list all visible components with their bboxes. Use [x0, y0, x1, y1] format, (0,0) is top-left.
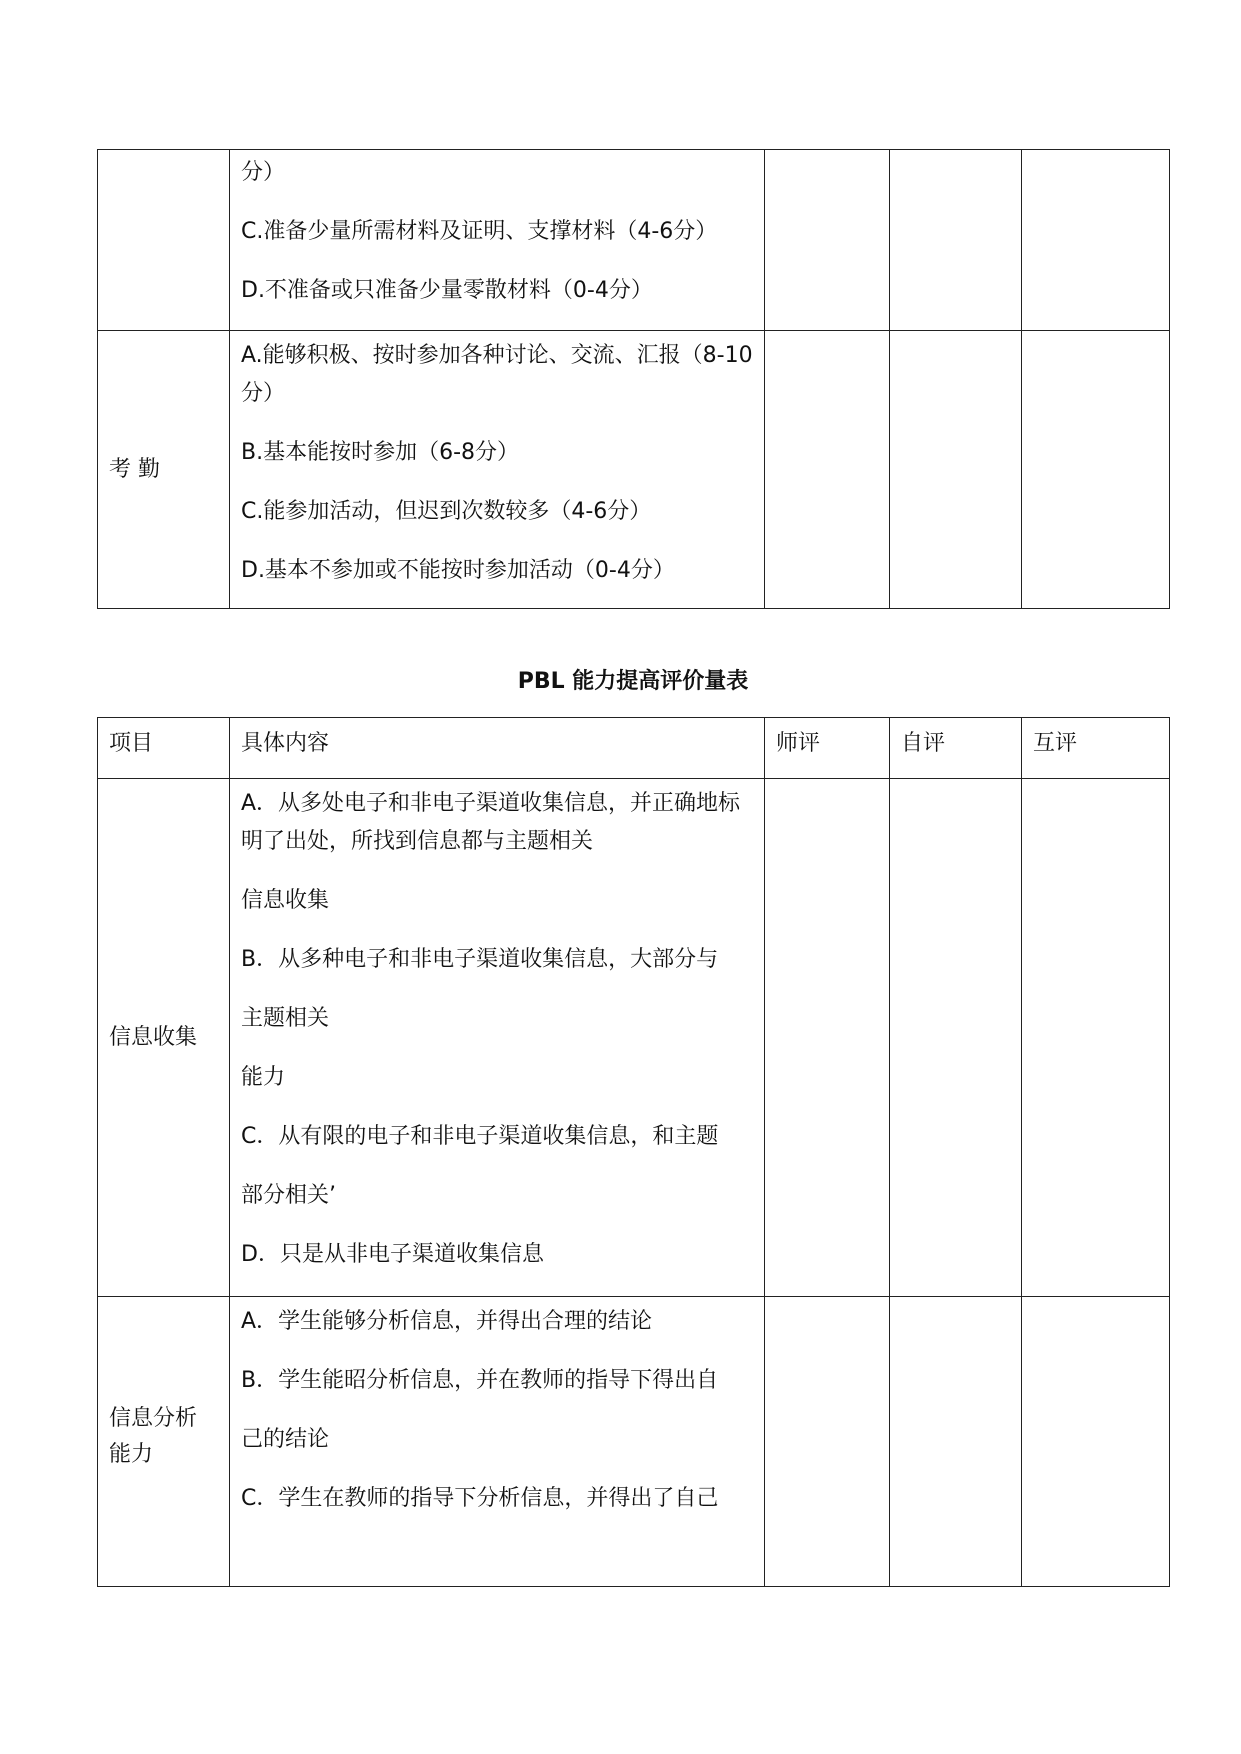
peer-score-cell[interactable]: [1022, 331, 1170, 609]
option-text: A．从多处电子和非电子渠道收集信息，并正确地标明了出处，所找到信息都与主题相关: [241, 791, 741, 854]
item-label-attendance: 考 勤: [109, 456, 160, 482]
item-cell: [98, 779, 230, 1297]
item-label-info-collection: 信息收集: [109, 1024, 198, 1050]
self-score-cell[interactable]: [890, 779, 1022, 1297]
content-cell: [230, 779, 765, 1297]
content-cell: [230, 331, 765, 609]
table-row: [98, 1297, 1170, 1587]
header-peer-eval: 互评: [1022, 718, 1170, 779]
peer-score-cell[interactable]: [1022, 150, 1170, 331]
item-cell: [98, 150, 230, 331]
item-label-info-analysis: 信息分析 能力: [109, 1405, 198, 1467]
option-text: C．从有限的电子和非电子渠道收集信息，和主题: [241, 1124, 719, 1149]
option-text: 主题相关: [241, 1006, 330, 1031]
option-text: D.基本不参加或不能按时参加活动（0-4分）: [241, 558, 675, 583]
option-text: C．学生在教师的指导下分析信息，并得出了自己: [241, 1486, 719, 1511]
self-score-cell[interactable]: [890, 1297, 1022, 1587]
option-text: D.不准备或只准备少量零散材料（0-4分）: [241, 278, 653, 303]
option-text: D．只是从非电子渠道收集信息: [241, 1242, 544, 1267]
option-text: C.准备少量所需材料及证明、支撑材料（4-6分）: [241, 219, 718, 244]
pbl-evaluation-table: [97, 717, 1170, 1587]
content-cell: [230, 1297, 765, 1587]
table-row: [98, 779, 1170, 1297]
option-text: C.能参加活动，但迟到次数较多（4-6分）: [241, 499, 652, 524]
item-cell: [98, 1297, 230, 1587]
header-item: 项目: [98, 718, 230, 779]
item-cell: [98, 331, 230, 609]
option-text: B．学生能昭分析信息，并在教师的指导下得出自: [241, 1368, 719, 1393]
option-text: 己的结论: [241, 1427, 330, 1452]
header-content: 具体内容: [230, 718, 765, 779]
attendance-table: [97, 149, 1170, 609]
table-row: [98, 331, 1170, 609]
option-text: A.能够积极、按时参加各种讨论、交流、汇报（8-10分）: [241, 343, 753, 406]
option-text: 部分相关’: [241, 1183, 336, 1208]
teacher-score-cell[interactable]: [765, 779, 890, 1297]
option-text: 分）: [241, 160, 286, 185]
content-cell: [230, 150, 765, 331]
peer-score-cell[interactable]: [1022, 779, 1170, 1297]
self-score-cell[interactable]: [890, 150, 1022, 331]
header-row: [98, 718, 1170, 779]
teacher-score-cell[interactable]: [765, 150, 890, 331]
teacher-score-cell[interactable]: [765, 1297, 890, 1587]
option-text: B．从多种电子和非电子渠道收集信息，大部分与: [241, 947, 719, 972]
option-text: 信息收集: [241, 888, 330, 913]
header-teacher-eval: 师评: [765, 718, 890, 779]
option-text: B.基本能按时参加（6-8分）: [241, 440, 520, 465]
header-self-eval: 自评: [890, 718, 1022, 779]
table-title: PBL 能力提高评价量表: [517, 669, 749, 694]
option-text: A．学生能够分析信息，并得出合理的结论: [241, 1309, 653, 1334]
option-text: 能力: [241, 1065, 286, 1090]
table-row: [98, 150, 1170, 331]
teacher-score-cell[interactable]: [765, 331, 890, 609]
self-score-cell[interactable]: [890, 331, 1022, 609]
peer-score-cell[interactable]: [1022, 1297, 1170, 1587]
